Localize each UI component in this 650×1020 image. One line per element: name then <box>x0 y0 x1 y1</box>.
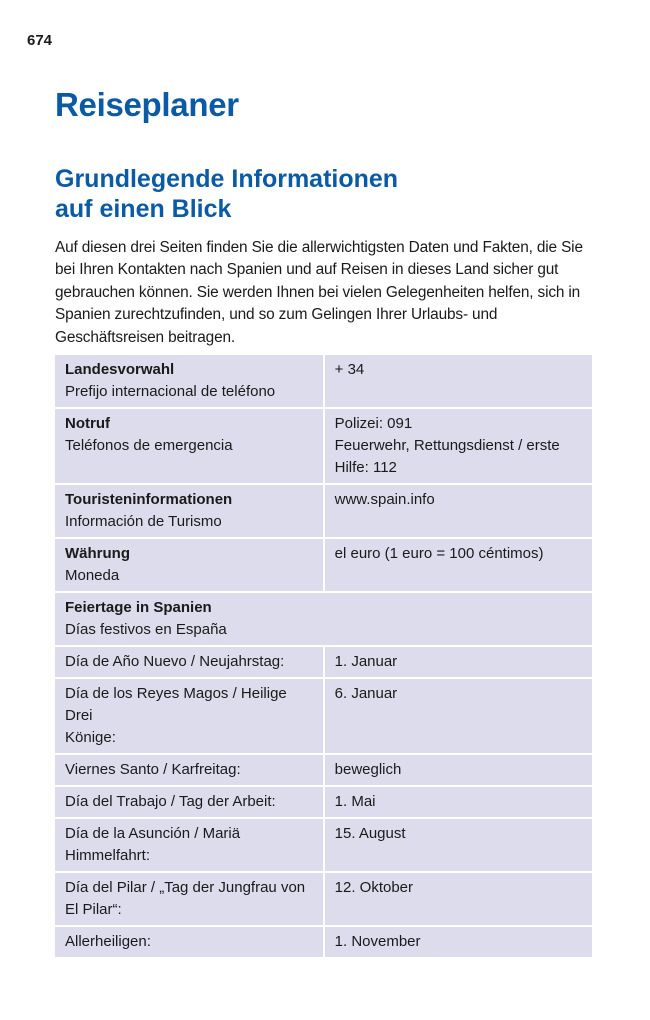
info-value-cell <box>325 539 592 591</box>
holiday-name-cell: Viernes Santo / Karfreitag: <box>55 755 323 785</box>
info-value-cell <box>325 355 592 407</box>
info-label-cell <box>55 539 323 591</box>
table-row <box>55 355 592 407</box>
holiday-name-cell <box>55 679 323 753</box>
table-row <box>55 755 592 785</box>
table-row <box>55 647 592 677</box>
holiday-date-cell: 6. Januar <box>325 679 592 753</box>
holiday-date-cell: beweglich <box>325 755 592 785</box>
page-number: 674 <box>27 32 53 49</box>
holiday-name-cell: Día de Año Nuevo / Neujahrstag: <box>55 647 323 677</box>
page-title: Reiseplaner <box>55 86 239 123</box>
table-row <box>55 819 592 871</box>
table-row <box>55 485 592 537</box>
info-label-cell <box>55 355 323 407</box>
table-row <box>55 927 592 957</box>
holiday-date-cell: 12. Oktober <box>325 873 592 925</box>
table-row <box>55 593 592 645</box>
holiday-name-cell: Día de la Asunción / Mariä Himmelfahrt: <box>55 819 323 871</box>
holiday-date-cell: 1. Mai <box>325 787 592 817</box>
holiday-date-cell: 1. Januar <box>325 647 592 677</box>
info-value-cell <box>325 485 592 537</box>
info-label: Notruf <box>65 415 110 432</box>
info-label-cell <box>55 485 323 537</box>
holiday-name-line: Könige: <box>65 729 116 746</box>
info-sublabel: Teléfonos de emergencia <box>65 437 233 454</box>
holiday-name-cell: Día del Trabajo / Tag der Arbeit: <box>55 787 323 817</box>
info-value: el euro (1 euro = 100 céntimos) <box>334 545 544 562</box>
info-value: + 34 <box>334 361 365 378</box>
holidays-header-cell <box>55 593 592 645</box>
table-row <box>55 787 592 817</box>
table-row <box>55 873 592 925</box>
section-heading <box>55 164 615 224</box>
info-table <box>53 353 594 959</box>
info-label: Währung <box>65 545 130 562</box>
table-row <box>55 539 592 591</box>
info-value-cell <box>325 409 592 483</box>
info-value: Feuerwehr, Rettungsdienst / erste Hilfe: 112 <box>334 437 560 476</box>
holiday-name-cell: Allerheiligen: <box>55 927 323 957</box>
table-row <box>55 409 592 483</box>
holiday-name-cell: Día del Pilar / „Tag der Jungfrau von El Pilar“: <box>55 873 323 925</box>
holiday-date-cell: 15. August <box>325 819 592 871</box>
table-row <box>55 679 592 753</box>
info-label: Touristeninformationen <box>65 491 233 508</box>
section-heading-line-1: Grundlegende Informationen <box>55 165 399 193</box>
info-label-cell <box>55 409 323 483</box>
holiday-date-cell: 1. November <box>325 927 592 957</box>
intro-paragraph: Auf diesen drei Seiten finden Sie die allerwichtigsten Daten und Fakten, die Sie bei Ihren Kontakten nach Spanien und auf Reisen in dieses Land sicher gut gebrauchen können. Sie werden Ihnen bei vielen Gelegenheiten helfen, sich in Spanien zurechtzufinden, und so zum Gelingen Ihrer Urlaubs- und Geschäftsreisen beitragen. <box>55 239 583 346</box>
info-value: Polizei: 091 <box>334 415 413 432</box>
holidays-header-label: Feiertage in Spanien <box>65 599 212 616</box>
holiday-name-line: Día de los Reyes Magos / Heilige Drei <box>65 685 287 724</box>
section-heading-line-2: auf einen Blick <box>55 195 232 223</box>
info-sublabel: Prefijo internacional de teléfono <box>65 383 276 400</box>
info-value: www.spain.info <box>334 491 435 508</box>
info-sublabel: Información de Turismo <box>65 513 222 530</box>
info-label: Landesvorwahl <box>65 361 175 378</box>
holidays-header-sublabel: Días festivos en España <box>65 621 227 638</box>
info-sublabel: Moneda <box>65 567 120 584</box>
